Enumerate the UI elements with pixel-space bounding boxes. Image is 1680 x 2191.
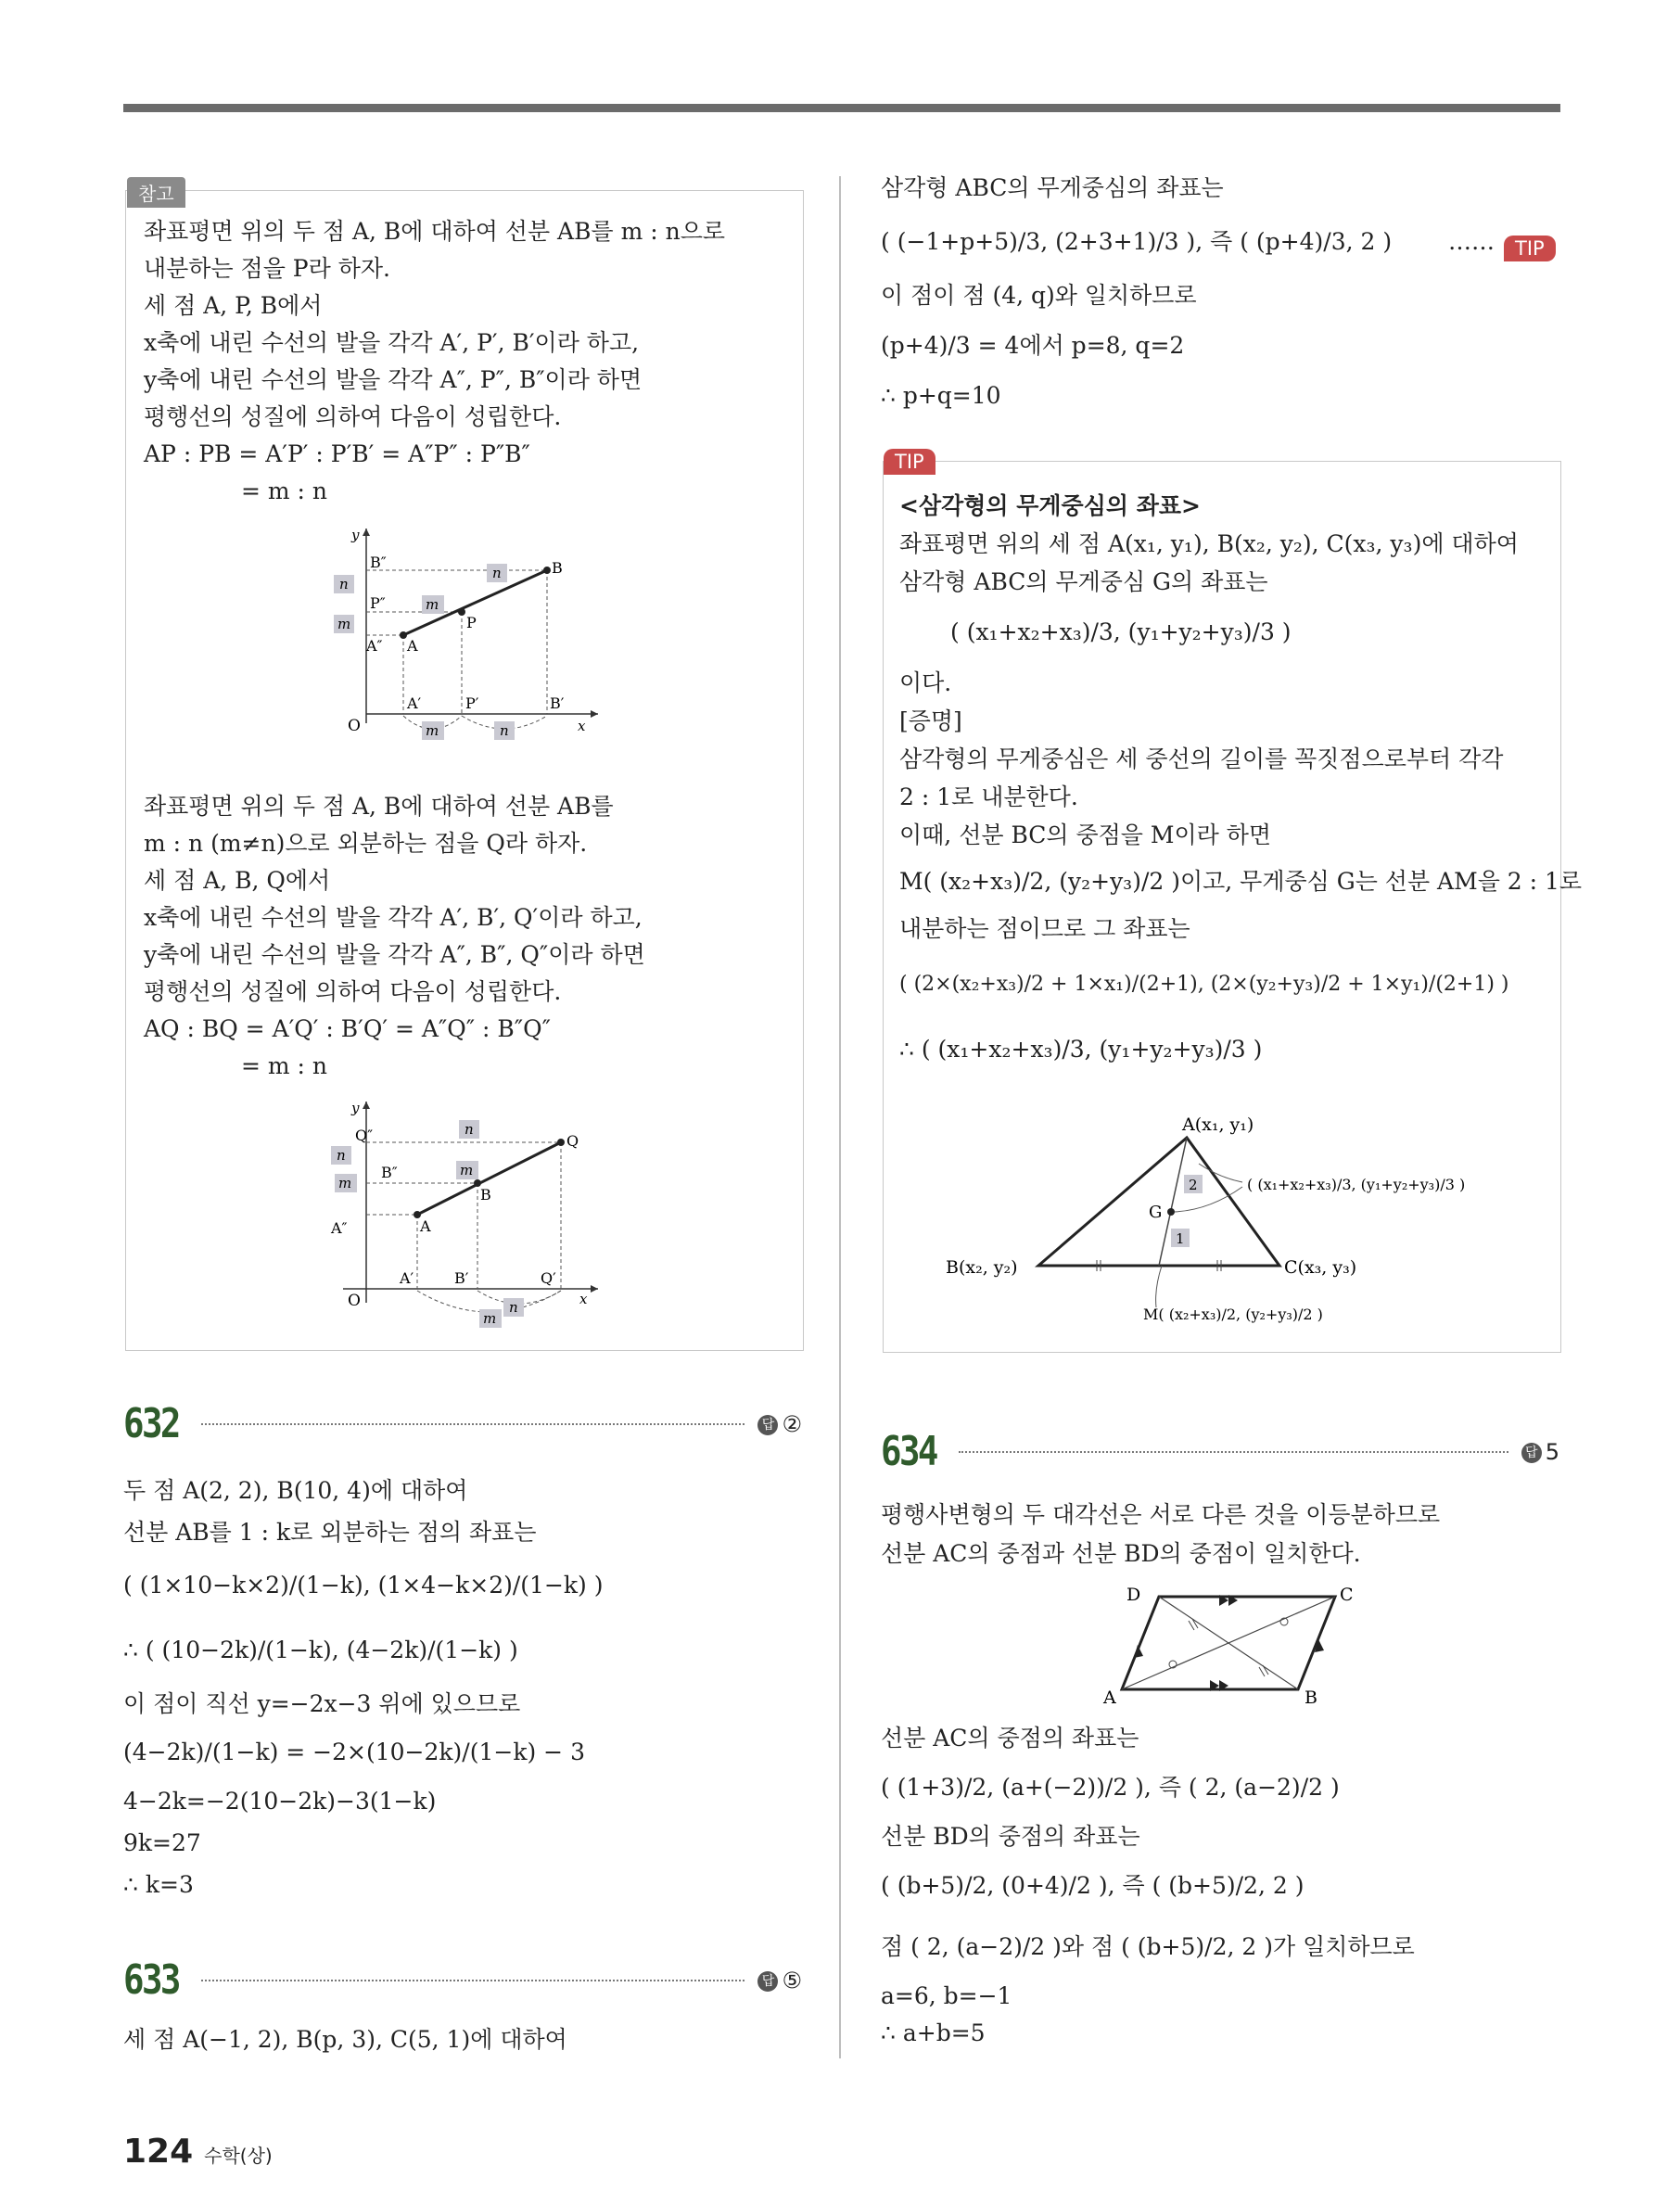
page-footer xyxy=(123,2133,273,2171)
text-line: 선분 AB를 1 : k로 외분하는 점의 좌표는 xyxy=(123,1519,537,1546)
reference-part1 xyxy=(144,213,793,510)
text-line: 평행사변형의 두 대각선은 서로 다른 것을 이등분하므로 xyxy=(881,1501,1441,1528)
tip-leader: …… xyxy=(1448,228,1495,255)
text-line: x축에 내린 수선의 발을 각각 A′, P′, B′이라 하고, xyxy=(144,329,640,356)
ratio-m-label: m xyxy=(460,1162,474,1178)
formula-line: a=6, b=−1 xyxy=(881,1982,1012,2009)
text-line: 2 : 1로 내분한다. xyxy=(899,783,1078,810)
ratio-n-label: n xyxy=(337,1147,346,1164)
label-qpp: Q″ xyxy=(355,1127,374,1144)
label-bp: B′ xyxy=(550,694,565,712)
ratio-equation: AP : PB = A′P′ : P′B′ = A″P″ : P″B″ xyxy=(144,440,530,467)
reference-part2 xyxy=(144,788,793,1085)
y-axis-label: y xyxy=(351,527,360,543)
page-number: 124 xyxy=(123,2133,194,2171)
formula-line: ∴ k=3 xyxy=(123,1871,194,1898)
formula-line: ∴ a+b=5 xyxy=(881,2019,986,2046)
label-pp: P′ xyxy=(465,694,479,712)
ratio-m-label: m xyxy=(338,1175,352,1191)
text-line: 선분 BD의 중점의 좌표는 xyxy=(881,1823,1140,1850)
ratio-result: = m : n xyxy=(241,478,328,504)
text-line: 평행선의 성질에 의하여 다음이 성립한다. xyxy=(144,978,562,1005)
text-line: 내분하는 점을 P라 하자. xyxy=(144,255,390,282)
label-p: P xyxy=(466,614,477,631)
text-line: 이 점이 직선 y=−2x−3 위에 있으므로 xyxy=(123,1690,521,1717)
ratio-one: 1 xyxy=(1176,1230,1185,1247)
origin-label: O xyxy=(348,717,361,735)
leader-dots xyxy=(201,1423,745,1425)
ratio-m-label: m xyxy=(426,722,439,739)
vertex-c-label: C xyxy=(1340,1585,1354,1605)
label-ap: A′ xyxy=(407,694,422,712)
text-line: 내분하는 점이므로 그 좌표는 xyxy=(899,915,1190,942)
book-title: 수학(상) xyxy=(204,2145,273,2167)
text-line: y축에 내린 수선의 발을 각각 A″, B″, Q″이라 하면 xyxy=(144,941,645,968)
formula-line: ( (1+3)/2, (a+(−2))/2 ), 즉 ( 2, (a−2)/2 ) xyxy=(881,1774,1340,1801)
vertex-b-label: B xyxy=(1305,1688,1317,1708)
origin-label: O xyxy=(348,1292,361,1310)
label-b: B xyxy=(480,1186,491,1204)
text-line: 세 점 A(−1, 2), B(p, 3), C(5, 1)에 대하여 xyxy=(123,2026,567,2053)
text-line: 선분 AC의 중점과 선분 BD의 중점이 일치한다. xyxy=(881,1540,1361,1567)
parallelogram-figure xyxy=(1089,1578,1377,1708)
ratio-m-label: m xyxy=(426,596,439,613)
vertex-c-label: C(x₃, y₃) xyxy=(1284,1257,1357,1278)
text-line: 이다. xyxy=(899,669,952,696)
formula-line: ∴ ( (10−2k)/(1−k), (4−2k)/(1−k) ) xyxy=(123,1637,518,1663)
formula-line: ∴ p+q=10 xyxy=(881,382,1001,409)
text-line: 좌표평면 위의 두 점 A, B에 대하여 선분 AB를 xyxy=(144,793,614,820)
formula-line: ( (1×10−k×2)/(1−k), (1×4−k×2)/(1−k) ) xyxy=(123,1572,604,1599)
formula-line: ( (b+5)/2, (0+4)/2 ), 즉 ( (b+5)/2, 2 ) xyxy=(881,1872,1305,1899)
label-ap: A′ xyxy=(400,1269,414,1287)
x-axis-label: x xyxy=(579,1291,588,1307)
tip-tag: TIP xyxy=(884,449,935,475)
formula-line: M( (x₂+x₃)/2, (y₂+y₃)/2 )이고, 무게중심 G는 선분 AM을 2 : 1로 xyxy=(899,868,1583,895)
tip-title: <삼각형의 무게중심의 좌표> xyxy=(899,492,1201,519)
answer-badge: 답 xyxy=(757,1971,778,1992)
label-bp: B′ xyxy=(454,1269,469,1287)
problem-632-header xyxy=(123,1400,802,1447)
label-app: A″ xyxy=(366,637,383,655)
answer-value: ② xyxy=(782,1410,802,1437)
label-b: B xyxy=(552,559,563,577)
text-line: x축에 내린 수선의 발을 각각 A′, B′, Q′이라 하고, xyxy=(144,904,643,931)
answer-badge: 답 xyxy=(757,1415,778,1435)
vertex-a-label: A xyxy=(1103,1688,1116,1708)
answer-badge: 답 xyxy=(1521,1443,1542,1463)
formula-line: (4−2k)/(1−k) = −2×(10−2k)/(1−k) − 3 xyxy=(123,1739,585,1765)
problem-633-header xyxy=(123,1956,802,2004)
problem-number: 634 xyxy=(881,1428,936,1475)
ratio-result: = m : n xyxy=(241,1052,328,1079)
ratio-equation: AQ : BQ = A′Q′ : B′Q′ = A″Q″ : B″Q″ xyxy=(144,1015,551,1042)
text-line: 좌표평면 위의 두 점 A, B에 대하여 선분 AB를 m : n으로 xyxy=(144,218,725,245)
ratio-n-label: n xyxy=(492,565,502,581)
formula-line: 점 ( 2, (a−2)/2 )와 점 ( (b+5)/2, 2 )가 일치하므로 xyxy=(881,1933,1415,1960)
reference-tag: 참고 xyxy=(127,177,185,208)
column-divider xyxy=(839,176,841,2058)
problem-633-continued xyxy=(881,167,1558,417)
centroid-g-label: G xyxy=(1149,1203,1163,1222)
midpoint-m-coordinate: M( (x₂+x₃)/2, (y₂+y₃)/2 ) xyxy=(1143,1306,1323,1323)
text-line: 평행선의 성질에 의하여 다음이 성립한다. xyxy=(144,403,562,430)
formula-line: ( (x₁+x₂+x₃)/3, (y₁+y₂+y₃)/3 ) xyxy=(950,618,1292,645)
formula-line: 9k=27 xyxy=(123,1829,201,1856)
ratio-n-label: n xyxy=(509,1299,518,1316)
answer xyxy=(757,1968,802,1994)
text-line: y축에 내린 수선의 발을 각각 A″, P″, B″이라 하면 xyxy=(144,366,643,393)
ratio-m-label: m xyxy=(483,1310,497,1327)
text-line: 두 점 A(2, 2), B(10, 4)에 대하여 xyxy=(123,1477,468,1504)
centroid-coordinate: ( (x₁+x₂+x₃)/3, (y₁+y₂+y₃)/3 ) xyxy=(1247,1176,1466,1193)
ratio-n-label: n xyxy=(500,722,509,739)
label-q: Q xyxy=(566,1132,579,1150)
formula-line: ∴ ( (x₁+x₂+x₃)/3, (y₁+y₂+y₃)/3 ) xyxy=(899,1036,1263,1063)
leader-dots xyxy=(959,1451,1508,1453)
centroid-formula: ( (−1+p+5)/3, (2+3+1)/3 ), 즉 ( (p+4)/3, 2 ) xyxy=(881,228,1393,255)
formula-line: ( (2×(x₂+x₃)/2 + 1×x₁)/(2+1), (2×(y₂+y₃)/2 + 1×y₁)/(2+1) ) xyxy=(899,973,1509,996)
vertex-a-label: A(x₁, y₁) xyxy=(1182,1115,1254,1135)
ratio-n-label: n xyxy=(465,1121,474,1138)
text-line: 삼각형 ABC의 무게중심 G의 좌표는 xyxy=(899,568,1268,595)
problem-632-solution xyxy=(123,1470,800,1905)
ratio-n-label: n xyxy=(339,576,349,592)
vertex-d-label: D xyxy=(1126,1585,1141,1605)
text-line: 이때, 선분 BC의 중점을 M이라 하면 xyxy=(899,822,1272,848)
text-line: 좌표평면 위의 세 점 A(x₁, y₁), B(x₂, y₂), C(x₃, y₃)에 대하여 xyxy=(899,530,1519,557)
proof-heading: [증명] xyxy=(899,707,962,734)
internal-division-figure xyxy=(329,519,607,742)
formula-line: 4−2k=−2(10−2k)−3(1−k) xyxy=(123,1788,437,1815)
answer xyxy=(1521,1439,1559,1465)
ratio-m-label: m xyxy=(337,616,351,632)
label-a: A xyxy=(420,1217,431,1235)
leader-dots xyxy=(201,1980,745,1981)
answer-value: 5 xyxy=(1545,1438,1559,1465)
formula-line xyxy=(881,210,1558,274)
label-app: A″ xyxy=(331,1219,348,1237)
x-axis-label: x xyxy=(578,718,586,734)
text-line: 삼각형의 무게중심은 세 중선의 길이를 꼭짓점으로부터 각각 xyxy=(899,745,1504,772)
text-line: 세 점 A, P, B에서 xyxy=(144,292,323,319)
text-line: 세 점 A, B, Q에서 xyxy=(144,867,331,894)
text-line: 선분 AC의 중점의 좌표는 xyxy=(881,1725,1139,1752)
label-bpp: B″ xyxy=(381,1164,398,1181)
formula-line: (p+4)/3 = 4에서 p=8, q=2 xyxy=(881,332,1185,359)
problem-634-solution xyxy=(881,1720,1558,2052)
vertex-b-label: B(x₂, y₂) xyxy=(946,1257,1018,1278)
label-bpp: B″ xyxy=(370,554,387,571)
tip-marker: TIP xyxy=(1504,236,1556,261)
text-line: m : n (m≠n)으로 외분하는 점을 Q라 하자. xyxy=(144,830,588,857)
problem-634-header xyxy=(881,1428,1559,1475)
y-axis-label: y xyxy=(351,1100,360,1116)
centroid-triangle-figure xyxy=(941,1108,1516,1344)
text-line: 삼각형 ABC의 무게중심의 좌표는 xyxy=(881,174,1224,201)
external-division-figure xyxy=(329,1094,607,1335)
problem-633-solution xyxy=(123,2021,800,2058)
label-qp: Q′ xyxy=(541,1269,556,1287)
problem-634-intro xyxy=(881,1496,1558,1573)
problem-number: 632 xyxy=(123,1400,179,1447)
answer-value: ⑤ xyxy=(782,1967,802,1994)
problem-number: 633 xyxy=(123,1956,179,2004)
answer xyxy=(757,1411,802,1437)
label-ppp: P″ xyxy=(370,594,386,612)
tip-content xyxy=(899,487,1583,1077)
ratio-two: 2 xyxy=(1189,1177,1198,1193)
label-a: A xyxy=(407,637,418,655)
top-rule xyxy=(123,104,1560,112)
text-line: 이 점이 점 (4, q)와 일치하므로 xyxy=(881,282,1197,309)
